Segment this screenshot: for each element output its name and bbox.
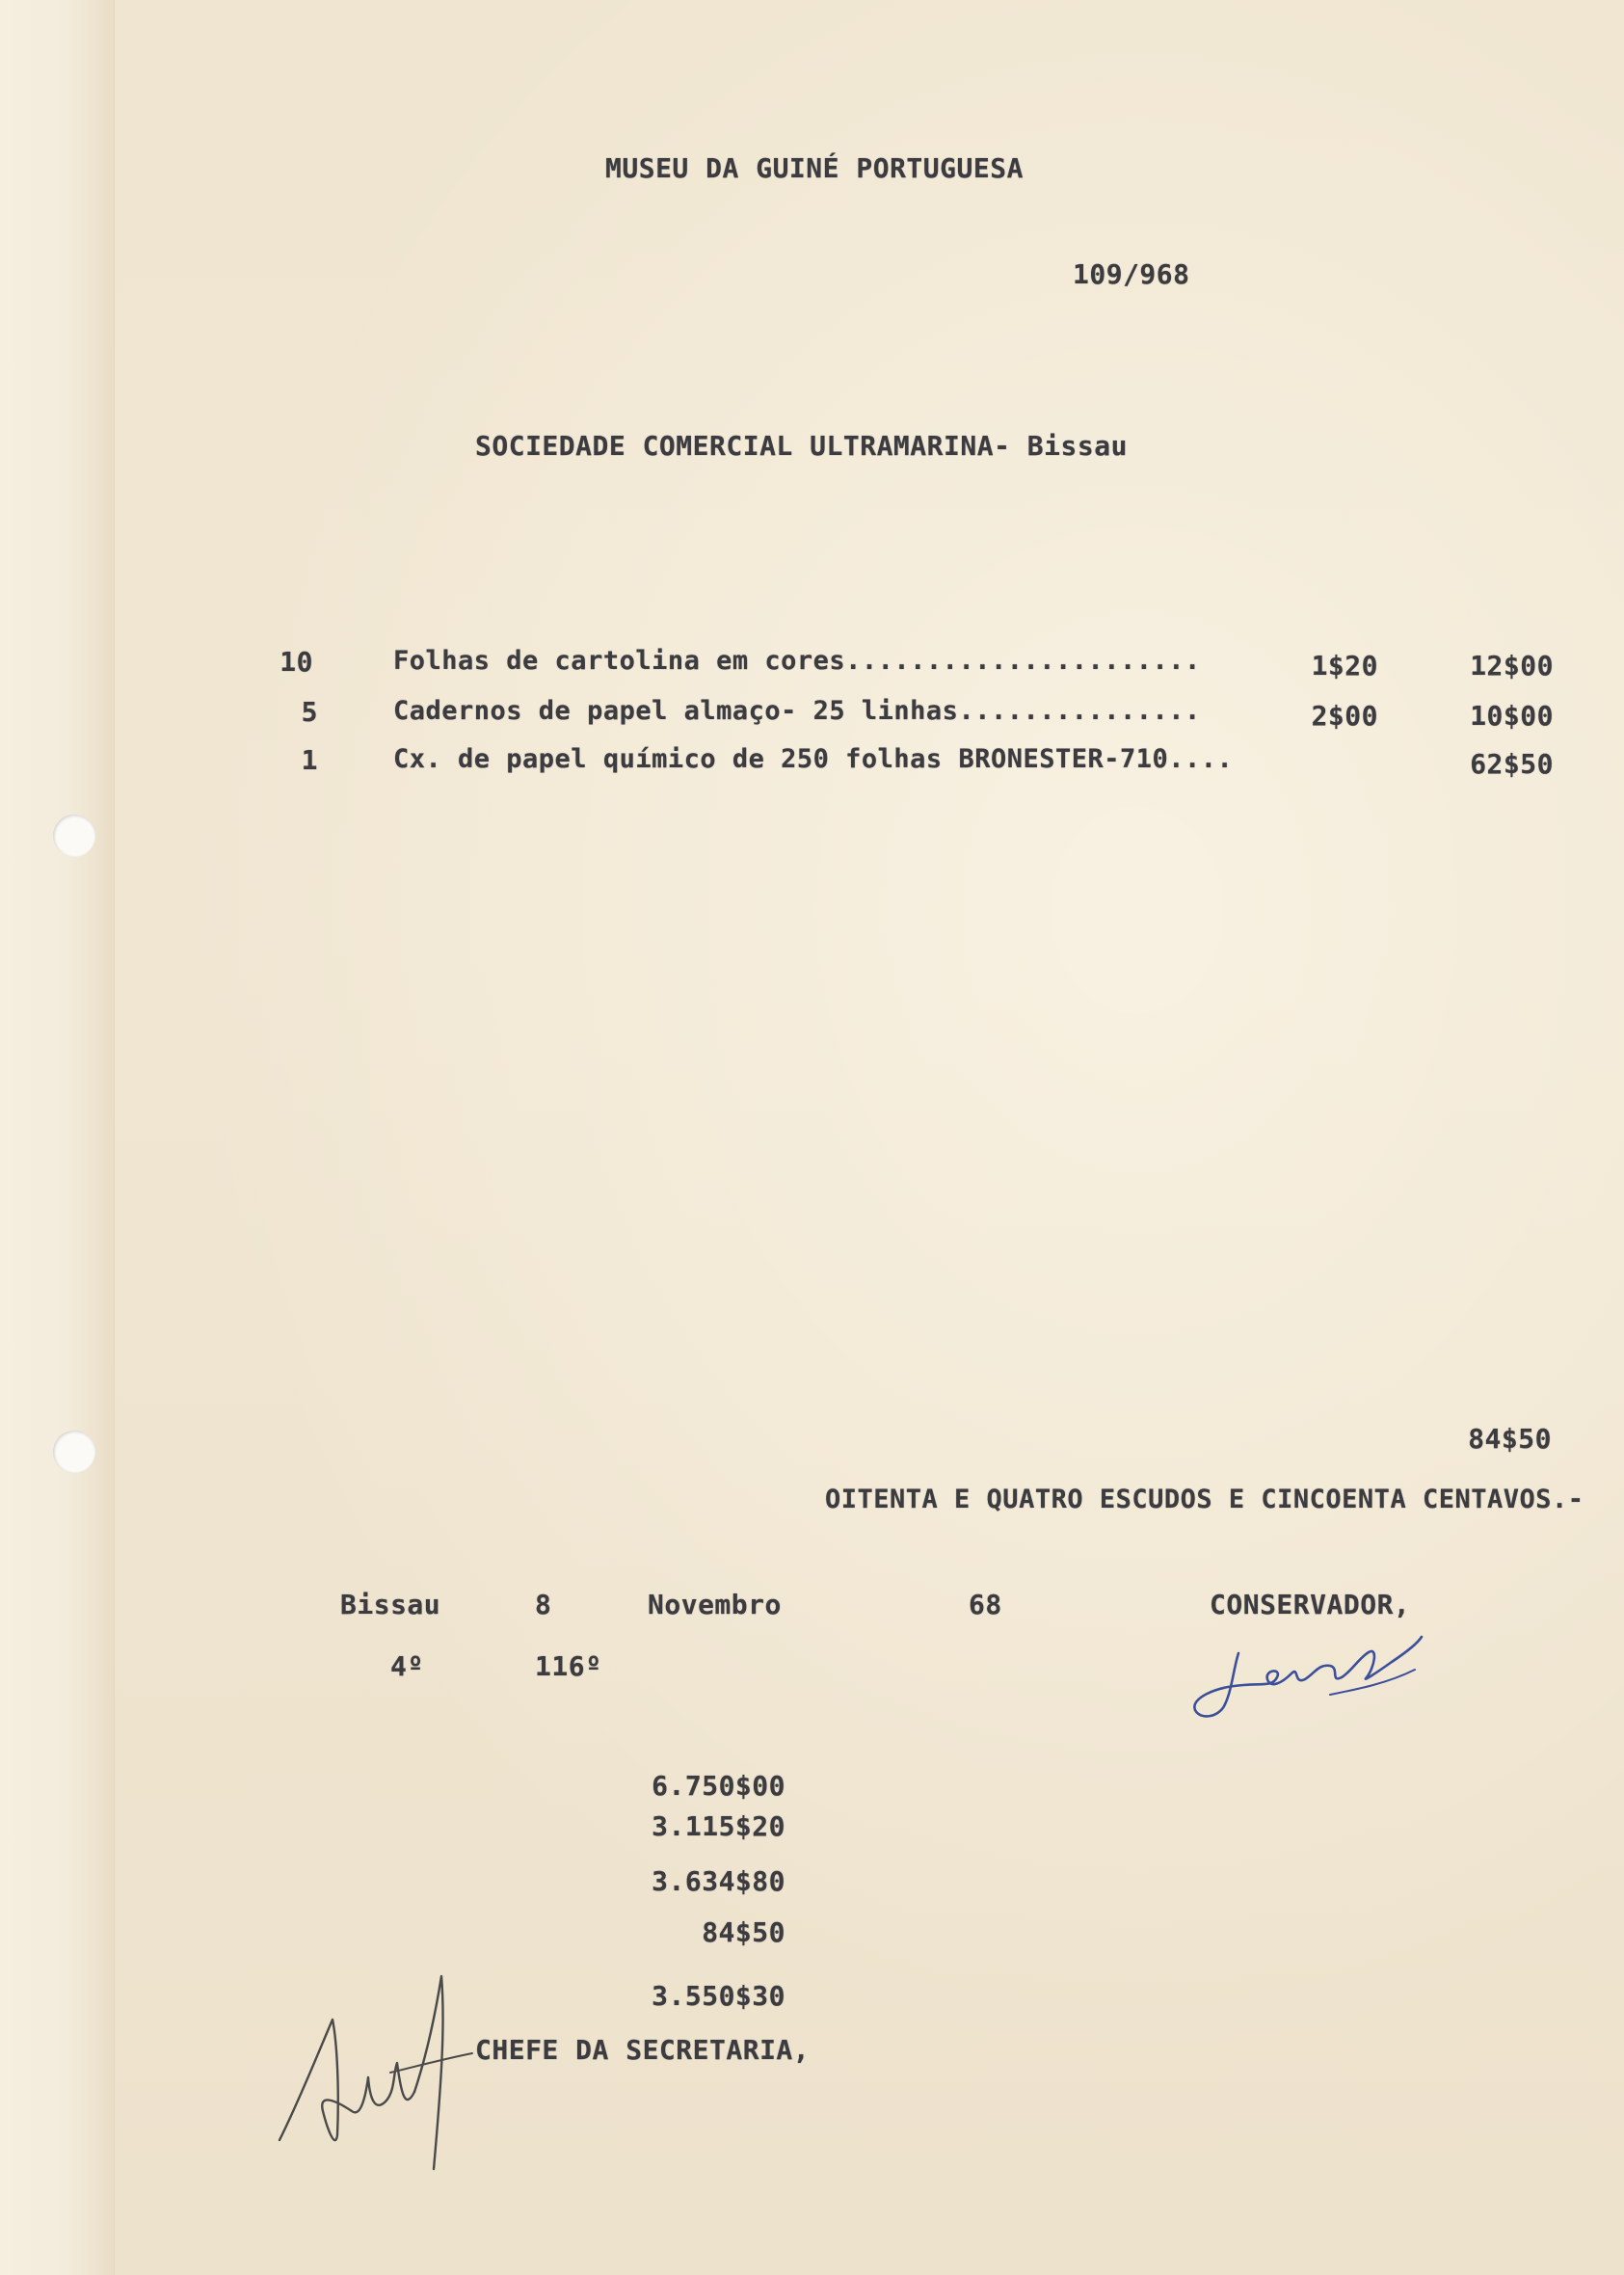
secretary-title: CHEFE DA SECRETARIA,: [475, 2034, 811, 2066]
punch-hole-top: [53, 815, 95, 857]
calc-line: 84$50: [702, 1916, 785, 1948]
secretary-pencil-signature: [270, 1967, 540, 2188]
amount-in-words: OITENTA E QUATRO ESCUDOS E CINCOENTA CENTAVOS.-: [825, 1485, 1584, 1514]
item-description: Folhas de cartolina em cores......................: [393, 646, 1201, 676]
item-qty: 1: [301, 744, 318, 776]
item-total: 12$00: [1470, 650, 1554, 682]
calc-line: 3.634$80: [652, 1865, 785, 1897]
calc-line: 6.750$00: [652, 1770, 785, 1802]
item-description: Cx. de papel químico de 250 folhas BRONESTER-710....: [393, 744, 1234, 774]
binding-margin: [0, 0, 115, 2275]
item-description: Cadernos de papel almaço- 25 linhas...............: [393, 696, 1201, 726]
date-year: 68: [969, 1589, 1002, 1620]
item-total: 10$00: [1470, 700, 1554, 732]
code-b: 116º: [535, 1650, 602, 1682]
item-total: 62$50: [1470, 748, 1554, 780]
date-place: Bissau: [340, 1589, 441, 1620]
code-a: 4º: [390, 1650, 424, 1682]
item-qty: 10: [280, 646, 313, 678]
item-unit-price: 2$00: [1311, 700, 1378, 732]
recipient-line: SOCIEDADE COMERCIAL ULTRAMARINA- Bissau: [475, 430, 1128, 462]
calc-line: 3.115$20: [652, 1810, 785, 1842]
signatory-title: CONSERVADOR,: [1210, 1589, 1411, 1620]
item-qty: 5: [301, 696, 318, 728]
sum-total: 84$50: [1468, 1423, 1552, 1455]
calc-line: 3.550$30: [652, 1980, 785, 2012]
conservador-signature: [1185, 1610, 1436, 1726]
date-day: 8: [535, 1589, 552, 1620]
punch-hole-bottom: [53, 1431, 95, 1473]
reference-number: 109/968: [1073, 258, 1190, 290]
date-month: Novembro: [648, 1589, 782, 1620]
item-unit-price: 1$20: [1311, 650, 1378, 682]
institution-heading: MUSEU DA GUINÉ PORTUGUESA: [605, 152, 1024, 184]
